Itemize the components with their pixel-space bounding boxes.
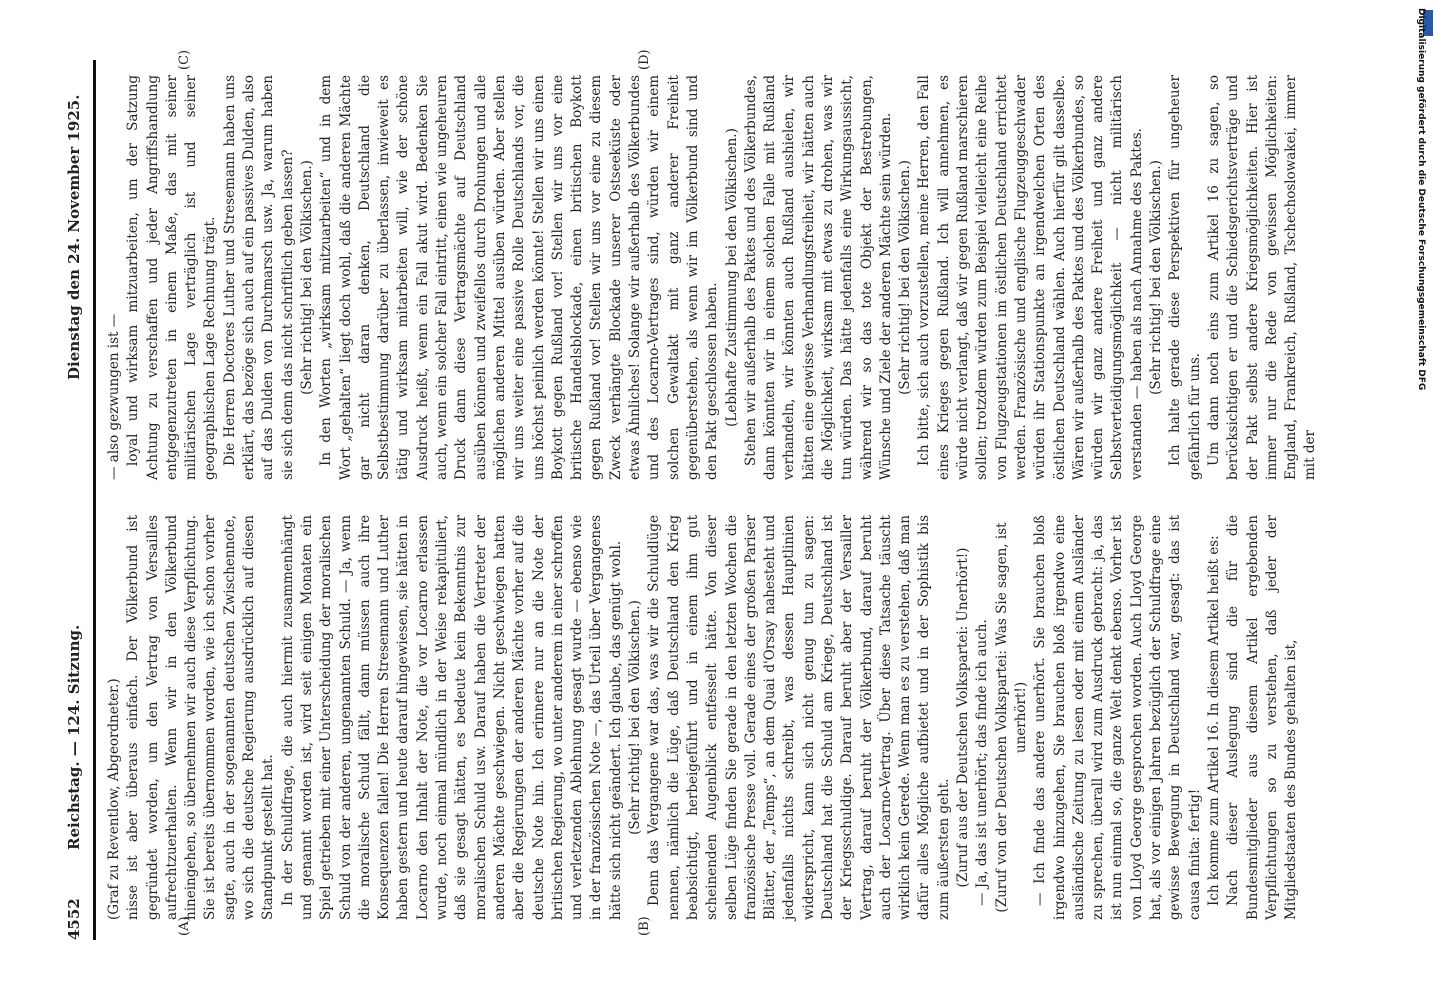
paragraph: Die Herren Doctores Luther und Stresemann haben uns erklärt, das bezöge sich auch auf ein passives Dulden, also auf das Dulden von Durchmarsch usw. Ja, warum haben sie sich denn das nicht schriftlich geben lassen? bbox=[221, 75, 296, 480]
rotated-document-page bbox=[57, 49, 1377, 940]
digitization-text: Digitalisierung gefördert durch die Deutsche Forschungsgemeinschaft bbox=[1416, 8, 1426, 367]
quoted-paragraph: loyal und wirksam mitzuarbeiten, um der Satzung Achtung zu verschaffen und jeder Angriffshandlung entgegenzutreten in einem Maße, das mit seiner militärischen Lage verträglich ist und seiner geographischen Lage Rechnung trägt. bbox=[125, 75, 219, 480]
paragraph: Stehen wir außerhalb des Paktes und des Völkerbundes, dann könnten wir in einem solchen Falle mit Rußland verhandeln, wir könnten auch Rußland aushielen, wir hätten eine gewisse Verhandlungsfreiheit, wir hätten auch die Möglichkeit, wirksam mit etwas zu drohen, was wir tun würden. Das hätte jedenfalls eine Wirkungsaussicht, während wir so das tote Objekt der Bestrebungen, Wünsche und Ziele der anderen Mächte sein würden. bbox=[742, 75, 894, 480]
paragraph: Ich bitte, sich auch vorzustellen, meine Herren, den Fall eines Krieges gegen Rußland. Ich will annehmen, es würde nicht verlangt, daß wir gegen Rußland marschieren sollen; trotzdem würden zum Beispiel vielleicht eine Reihe von Flugzeugstationen im östlichen Deutschland errichtet werden. Französische und englische Flugzeuggeschwader würden ihr Stationspunkte an irgendwelchen Orten des östlichen Deutschland wählen. Auch hierfür gilt dasselbe. Wären wir außerhalb des Paktes und des Völkerbundes, so würden wir ganz andere Freiheit und ganz andere Selbstverteidigungsmöglichkeit — nicht militärisch verstanden — haben als nach Annahme des Paktes. bbox=[916, 75, 1145, 480]
margin-letter-d: (D) bbox=[637, 49, 652, 70]
paragraph: Ich komme zum Artikel 16. In diesem Artikel heißt es: bbox=[1205, 535, 1222, 906]
paragraph: Um dann noch eins zum Artikel 16 zu sagen, so berücksichtigen er und die Schiedsgerichtsverträge und der Pakt selbst andere Kriegsmöglichkeiten. Hier ist immer nur die Rede von gewissen Möglichkeiten: England, Frankreich, Rußland, Tschechoslowakei, immer mit der bbox=[1205, 75, 1319, 480]
paragraph: In den Worten „wirksam mitzuarbeiten“ und in dem Wort „gehalten“ liegt doch wohl, daß die anderen Mächte gar nicht daran denken, Deutschland die Selbstbestimmung darüber zu überlassen, inwieweit es tätig und wirksam mitarbeiten will, wie der schöne Ausdruck heißt, wenn ein Fall akut wird. Bedenken Sie auch, wenn ein solcher Fall eintritt, einen wie ungeheuren Druck dann diese Vertragsmächte auf Deutschland ausüben können und zweifellos durch Drohungen und alle möglichen anderen Mittel ausüben würden. Aber stellen wir uns weiter eine passive Rolle Deutschlands vor, die uns höchst peinlich werden könnte! Stellen wir uns einen Boykott gegen Rußland vor! Stellen wir uns vor eine britische Handelsblockade, einen britischen Boykott gegen Rußland vor! Stellen wir uns vor eine zu diesem Zweck verhängte Blockade unserer Ostseeküste oder etwas Ähnliches! Solange wir außerhalb des Völkerbundes und des Locarno-Vertrages sind, würden wir einem solchen Gewaltakt mit ganz anderer Freiheit gegenüberstehen, als wenn wir im Völkerbund sind und den Pakt geschlossen haben. bbox=[318, 75, 721, 480]
session-date: Dienstag den 24. November 1925. bbox=[65, 94, 83, 380]
left-column bbox=[105, 515, 1301, 920]
interjection: (Zuruf von der Deutschen Volkspartei: Was Sie sagen, ist unerhört!) bbox=[993, 522, 1029, 913]
speaker-line: (Graf zu Reventlow, Abgeordneter.) bbox=[106, 678, 122, 920]
digitization-note bbox=[1416, 8, 1426, 390]
paragraph: — Ja, das ist unerhört; das finde ich auch. bbox=[974, 619, 991, 906]
dfg-logo-text: DFG bbox=[1416, 369, 1426, 391]
paragraph: In der Schuldfrage, die auch hiermit zusammenhängt und genannt worden ist, wird seit einigen Monaten ein Spiel getrieben mit einer Unterscheidung der moralischen Schuld von der anderen, ungenannten Schuld. — Ja, wenn die moralische Schuld fällt, dann müssen auch ihre Konsequenzen fallen! Die Herren Stresemann und Luther haben gestern und heute darauf hingewiesen, sie hätten in Locarno den Inhalt der Note, die vor Locarno erlassen wurde, noch einmal mündlich in der Weise rekapituliert, daß sie gesagt hätten, es bedeute kein Bekenntnis zur moralischen Schuld usw. Darauf haben die Vertreter der anderen Mächte geschwiegen. Nicht geschwiegen hatten aber die Regierungen der anderen Mächte vorher auf die deutsche Note hin. Ich erinnere nur an die Note der britischen Regierung, wo unter anderem in einer schroffen und verletzenden Ablehnung gesagt wurde — ebenso wie in der französischen Note —, das Urteil über Vergangenes hätte sich nicht geändert. Ich glaube, das genügt wohl. bbox=[279, 515, 624, 920]
interjection: (Sehr richtig! bei den Völkischen.) bbox=[897, 160, 914, 395]
margin-letter-b: (B) bbox=[637, 916, 652, 936]
interjection: (Sehr richtig! bei den Völkischen.) bbox=[1148, 160, 1165, 395]
page-header bbox=[57, 60, 96, 940]
quoted-paragraph: Nach dieser Auslegung sind die für die Bundesmitglieder aus diesem Artikel ergebenden Verpflichtungen so zu verstehen, daß jeder der Mitgliedstaaten des Bundes gehalten ist, bbox=[1225, 515, 1300, 920]
margin-letter-a: (A) bbox=[177, 916, 192, 936]
paragraph: — also gezwungen ist — bbox=[106, 313, 122, 480]
paragraph: — Ich finde das andere unerhört. Sie brauchen bloß irgendwo hinzugehen, Sie brauchen bloß irgendwo eine ausländische Zeitung zu lesen oder mit einem Ausländer zu sprechen, überall wird zum Ausdruck gebracht: ja, das ist nun einmal so, die ganze Welt denkt ebenso. Vorher ist von Lloyd George gesprochen worden. Auch Lloyd George hat, als vor einigen Jahren bezüglich der Schuldfrage eine gewisse Bewegung in Deutschland war, gesagt: das ist causa finita: fertig! bbox=[1032, 515, 1203, 920]
session-heading: Reichstag. — 124. Sitzung. bbox=[65, 624, 83, 850]
interjection: (Sehr richtig! bei den Völkischen.) bbox=[298, 160, 315, 395]
margin-letter-c: (C) bbox=[177, 49, 192, 70]
paragraph: nisse ist aber überaus einfach. Der Völkerbund ist gegründet worden, um den Vertrag von Versailles aufrechtzuerhalten. Wenn wir in den Völkerbund hineingehen, so übernehmen wir auch diese Verpflichtung. Sie ist bereits übernommen worden, wie ich schon vorher sagte, auch in der sogenannten deutschen Zwischennote, wo sich die deutsche Regierung ausdrücklich auf diesen Standpunkt gestellt hat. bbox=[125, 515, 277, 920]
paragraph: Ich halte gerade diese Perspektiven für ungeheuer gefährlich für uns. bbox=[1167, 75, 1203, 480]
right-column bbox=[105, 75, 1321, 480]
interjection: (Lebhafte Zustimmung bei den Völkischen.) bbox=[723, 128, 740, 427]
interjection: (Zuruf aus der Deutschen Volkspartei: Unerhört!) bbox=[955, 547, 972, 888]
paragraph: Denn das Vergangene war das, was wir die Schuldlüge nennen, nämlich die Lüge, daß Deutschland den Krieg beabsichtigt, herbeigeführt und in einem ihm gut scheinenden Augenblick entfesselt hätte. Von dieser selben Lüge finden Sie gerade in den letzten Wochen die französische Presse voll. Gerade eines der großen Pariser Blätter, der „Temps“, an dem Quai d'Orsay nahesteht und jedenfalls nichts schreibt, was dessen Hauptlinien widerspricht, kann sich nicht genug tun zu sagen: Deutschland hat die Schuld am Kriege, Deutschland ist der Kriegsschuldige. Darauf beruht aber der Versailler Vertrag, darauf beruht der Völkerbund, darauf beruht auch der Locarno-Vertrag. Über diese Tatsache täuscht wirklich kein Gerede. Wenn man es zu verstehen, daß man dafür alles Mögliche aufbietet und in der Sophistik bis zum äußersten geht. bbox=[646, 515, 952, 920]
page-number: 4552 bbox=[65, 898, 83, 940]
interjection: (Sehr richtig! bei den Völkischen.) bbox=[627, 600, 644, 835]
